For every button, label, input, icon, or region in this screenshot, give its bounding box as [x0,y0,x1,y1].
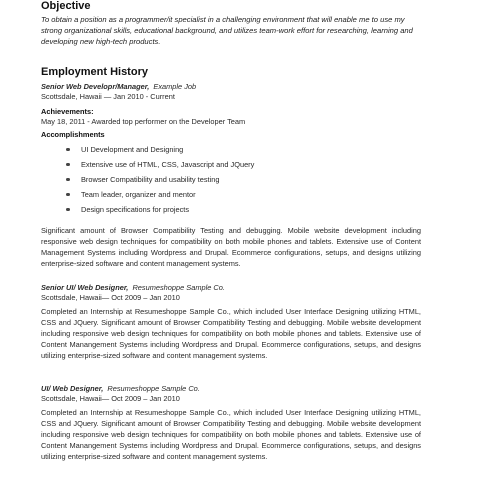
job3-title-line [41,384,421,395]
job3-title: UI/ Web Designer, [41,384,104,393]
job3-description: Completed an Internship at Resumeshoppe Sample Co., which included User Interface Designing utilizing HTML, CSS and JQuery. Significant amount of Browser Compatibility Testing and debugging. Mobile website development including responsive web design techniques for compatibility on both mobile phones and tablets. Extensive use of Content Manangement Systems including Wordpress and Drupal. Ecommerce configurations, setups, and designs utilizing enterprise-sized software and content management systems. [41,408,421,461]
achievement-item: May 18, 2011 - Awarded top performer on the Developer Team [41,117,246,126]
job3-company: Resumeshoppe Sample Co. [107,384,200,393]
list-item: Team leader, organizer and mentor [66,189,254,204]
job2-description: Completed an Internship at Resumeshoppe Sample Co., which included User Interface Designing utilizing HTML, CSS and JQuery. Significant amount of Browser Compatibility Testing and debugging. Mobile website development including responsive web design techniques for compatibility on both mobile phones and tablets. Extensive use of Content Manangement Systems including Wordpress and Drupal. Ecommerce configurations, setups, and designs utilizing enterprise-sized software and content management systems. [41,307,421,360]
job2-title: Senior UI/ Web Designer, [41,283,129,292]
list-item: Browser Compatibility and usability testing [66,174,254,189]
employment-history-heading: Employment History [41,66,148,78]
accomplishments-list [66,144,254,219]
objective-heading: Objective [41,0,91,12]
job1-title: Senior Web Developr/Manager, [41,82,150,91]
list-item: Extensive use of HTML, CSS, Javascript and JQuery [66,159,254,174]
job2-title-line [41,283,421,294]
job3-location: Scottsdale, Hawaii— Oct 2009 – Jan 2010 [41,394,180,403]
job2-company: Resumeshoppe Sample Co. [132,283,225,292]
list-item: UI Development and Designing [66,144,254,159]
job1-title-line [41,82,421,93]
accomplishments-heading: Accomplishments [41,130,105,139]
achievements-heading: Achievements: [41,107,94,116]
job1-location: Scottsdale, Hawaii — Jan 2010 - Current [41,92,175,101]
job1-company: Example Job [153,82,197,91]
objective-text: To obtain a position as a programmer/it specialist in a challenging environment that will enable me to use my strong organizational skills, educational background, and utilizes team-work effort for researching, learning and developing new high-tech products. [41,15,413,47]
job1-description: Significant amount of Browser Compatibility Testing and debugging. Mobile website development including responsive web design techniques for compatibility on both mobile phones and tablets. Extensive use of Content Management Systems including Wordpress and Drupal. Ecommerce configurations, setups, and designs utilizing enterprise-sized software and content management systems. [41,226,421,268]
list-item: Design specifications for projects [66,204,254,219]
job2-location: Scottsdale, Hawaii— Oct 2009 – Jan 2010 [41,293,180,302]
